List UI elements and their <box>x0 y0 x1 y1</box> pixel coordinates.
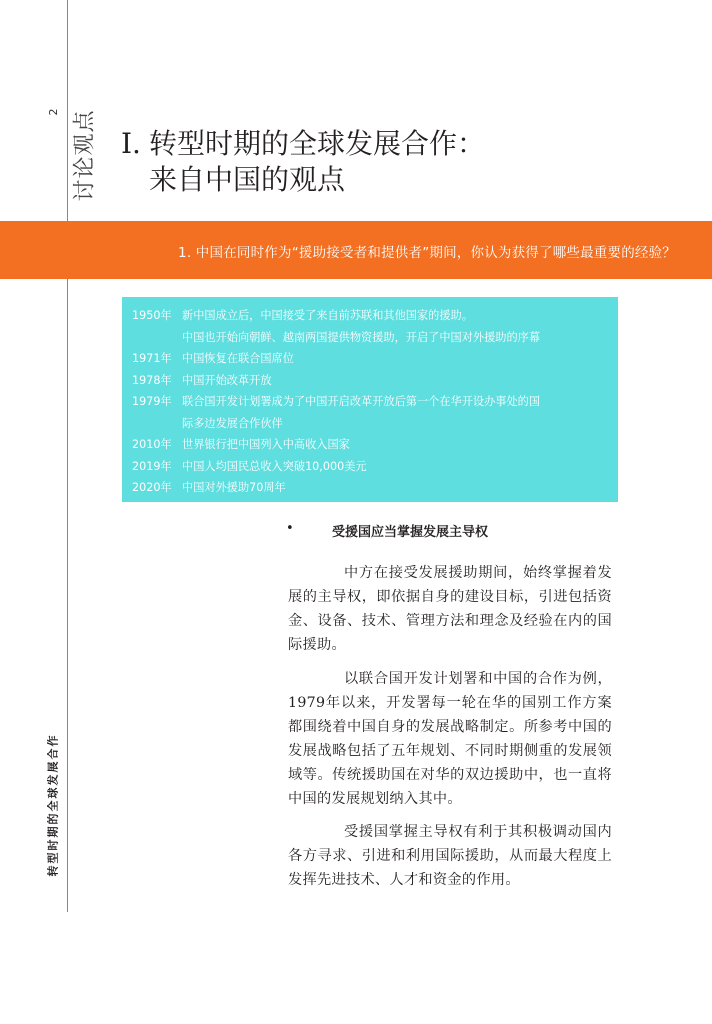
chapter-title-line2: 来自中国的观点 <box>149 163 346 196</box>
timeline-text: 新中国成立后，中国接受了来自前苏联和其他国家的援助。 <box>182 309 473 322</box>
timeline-text: 联合国开发计划署成为了中国开启改革开放后第一个在华开设办事处的国 <box>182 395 541 408</box>
timeline-year: 1950年 <box>132 309 172 322</box>
timeline-box <box>122 297 618 502</box>
chapter-title <box>121 126 681 198</box>
timeline-row <box>132 327 608 349</box>
section-label-text: 讨论观点 <box>72 108 98 202</box>
timeline-text: 中国也开始向朝鲜、越南两国提供物资援助，开启了中国对外援助的序幕 <box>182 330 541 344</box>
timeline-year: 2020年 <box>132 481 172 494</box>
timeline-text: 中国开始改革开放 <box>182 373 272 387</box>
bullet-icon: • <box>286 521 294 536</box>
timeline-text: 中国对外援助70周年 <box>182 481 286 494</box>
timeline-row <box>132 305 608 327</box>
timeline-year: 2019年 <box>132 459 172 473</box>
timeline-row <box>132 456 608 478</box>
running-title-text: 转型时期的全球发展合作 <box>46 733 59 877</box>
body-paragraph: 中方在接受发展援助期间，始终掌握着发展的主导权，即依据自身的建设目标，引进包括资金、设备、技术、管理方法和理念及经验在内的国际援助。 <box>288 565 612 653</box>
running-title <box>42 720 62 890</box>
timeline-text: 际多边发展合作伙伴 <box>182 416 283 430</box>
timeline-year: 1978年 <box>132 373 172 387</box>
timeline-row <box>132 477 608 499</box>
timeline-year: 1971年 <box>132 352 172 365</box>
timeline-year <box>132 327 182 349</box>
timeline-year: 2010年 <box>132 438 172 451</box>
timeline-row <box>132 348 608 370</box>
body-paragraph: 受援国掌握主导权有利于其积极调动国内各方寻求、引进和利用国际援助，从而最大程度上发挥先进技术、人才和资金的作用。 <box>288 824 612 888</box>
section-label <box>71 100 98 210</box>
page-number: 2 <box>47 108 60 116</box>
timeline-year: 1979年 <box>132 395 172 408</box>
timeline-text: 中国人均国民总收入突破10,000美元 <box>182 459 367 473</box>
body-paragraph: 以联合国开发计划署和中国的合作为例，1979年以来，开发署每一轮在华的国别工作方案都围绕着中国自身的发展战略制定。所参考中国的发展战略包括了五年规划、不同时期侧重的发展领域等。传统援助国在对华的双边援助中，也一直将中国的发展规划纳入其中。 <box>288 671 612 807</box>
chapter-number: I. <box>121 127 141 160</box>
timeline-row <box>132 434 608 456</box>
bullet-heading-text: 受援国应当掌握发展主导权 <box>332 525 489 540</box>
timeline-row <box>132 413 608 435</box>
timeline-text: 世界银行把中国列入中高收入国家 <box>182 438 350 451</box>
timeline-row <box>132 391 608 413</box>
timeline-row <box>132 370 608 392</box>
timeline-text: 中国恢复在联合国席位 <box>182 352 294 365</box>
discussion-question: 1. 中国在同时作为“援助接受者和提供者”期间，你认为获得了哪些最重要的经验？ <box>178 245 676 261</box>
timeline-year <box>132 413 182 435</box>
chapter-title-line1: 转型时期的全球发展合作： <box>149 127 486 160</box>
